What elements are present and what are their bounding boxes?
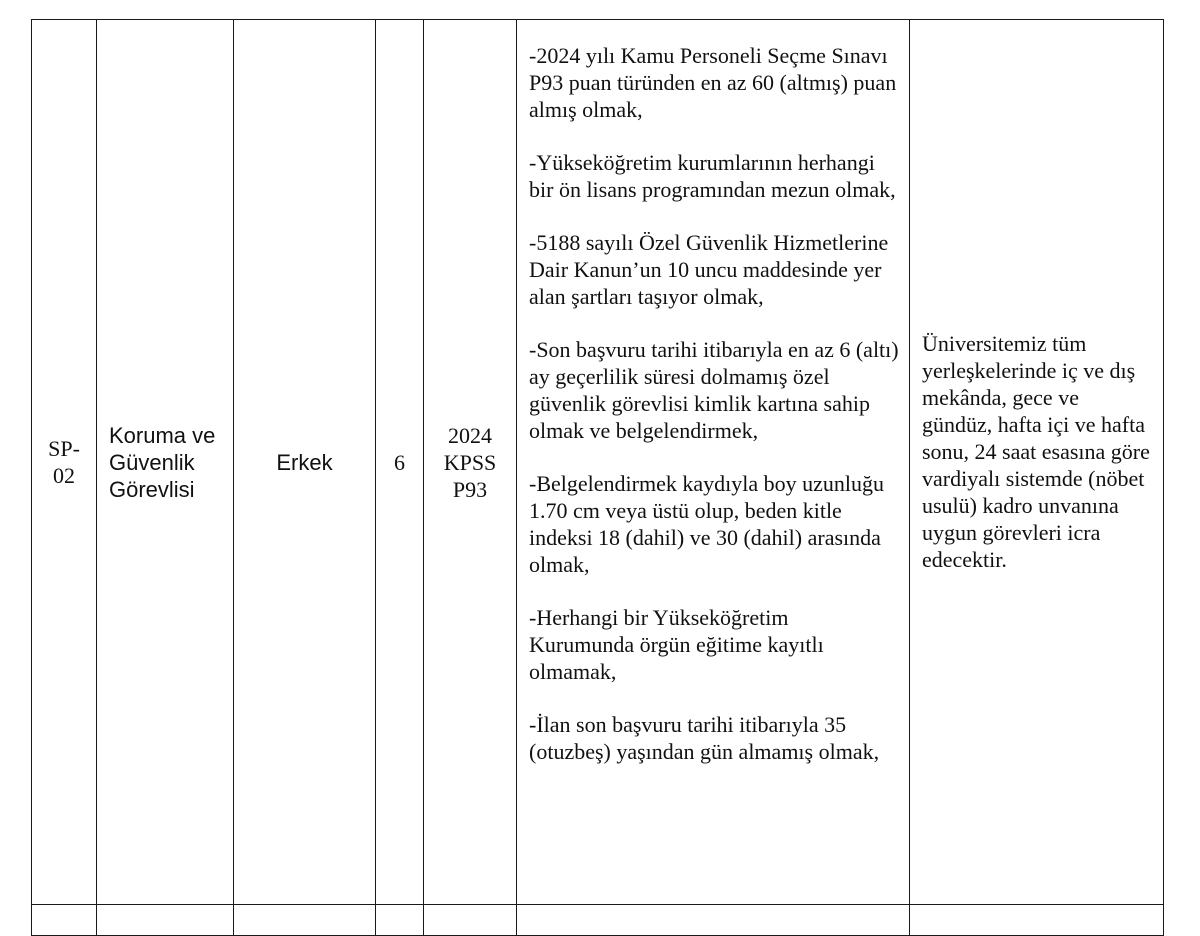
gender-value: Erkek: [276, 449, 333, 475]
requirement-item: -Belgelendirmek kaydıyla boy uzunluğu 1.70 cm veya üstü olup, beden kitle indeksi 18 (dahil) ve 30 (dahil) arasında olmak,: [529, 471, 884, 577]
table-cell: [32, 905, 97, 936]
requirement-item: -Son başvuru tarihi itibarıyla en az 6 (altı) ay geçerlilik süresi dolmamış özel güvenlik görevlisi kimlik kartına sahip olmak ve belgelendirmek,: [529, 337, 899, 443]
duty-description-cell: [910, 20, 1164, 905]
position-title-cell: [97, 20, 234, 905]
position-count: 6: [394, 449, 405, 475]
exam-type: 2024 KPSS P93: [443, 422, 497, 502]
table-row: [32, 20, 1164, 905]
table-cell: [97, 905, 234, 936]
table-cell: [910, 905, 1164, 936]
gender-cell: [234, 20, 376, 905]
count-cell: [376, 20, 424, 905]
exam-cell: [424, 20, 517, 905]
table-cell: [424, 905, 517, 936]
requirement-item: -2024 yılı Kamu Personeli Seçme Sınavı P93 puan türünden en az 60 (altmış) puan almış olmak,: [529, 43, 897, 122]
job-listing-table: [31, 19, 1164, 936]
table-cell: [234, 905, 376, 936]
position-code: SP-02: [48, 436, 80, 488]
requirements-cell: [517, 20, 910, 905]
duty-description: Üniversitemiz tüm yerleşkelerinde iç ve dış mekânda, gece ve gündüz, hafta içi ve hafta sonu, 24 saat esasına göre vardiyalı sistemde (nöbet usulü) kadro unvanına uygun görevleri icra edecektir.: [922, 330, 1150, 572]
requirement-item: -Yükseköğretim kurumlarının herhangi bir ön lisans programından mezun olmak,: [529, 150, 896, 202]
table-cell: [517, 905, 910, 936]
table-cell: [376, 905, 424, 936]
position-title: Koruma ve Güvenlik Görevlisi: [109, 422, 216, 502]
requirement-item: -Herhangi bir Yükseköğretim Kurumunda örgün eğitime kayıtlı olmamak,: [529, 605, 824, 684]
table-row: [32, 905, 1164, 936]
position-code-cell: [32, 20, 97, 905]
requirement-item: -5188 sayılı Özel Güvenlik Hizmetlerine Dair Kanun’un 10 uncu maddesinde yer alan şartları taşıyor olmak,: [529, 230, 889, 309]
requirement-item: -İlan son başvuru tarihi itibarıyla 35 (otuzbeş) yaşından gün almamış olmak,: [529, 712, 880, 764]
